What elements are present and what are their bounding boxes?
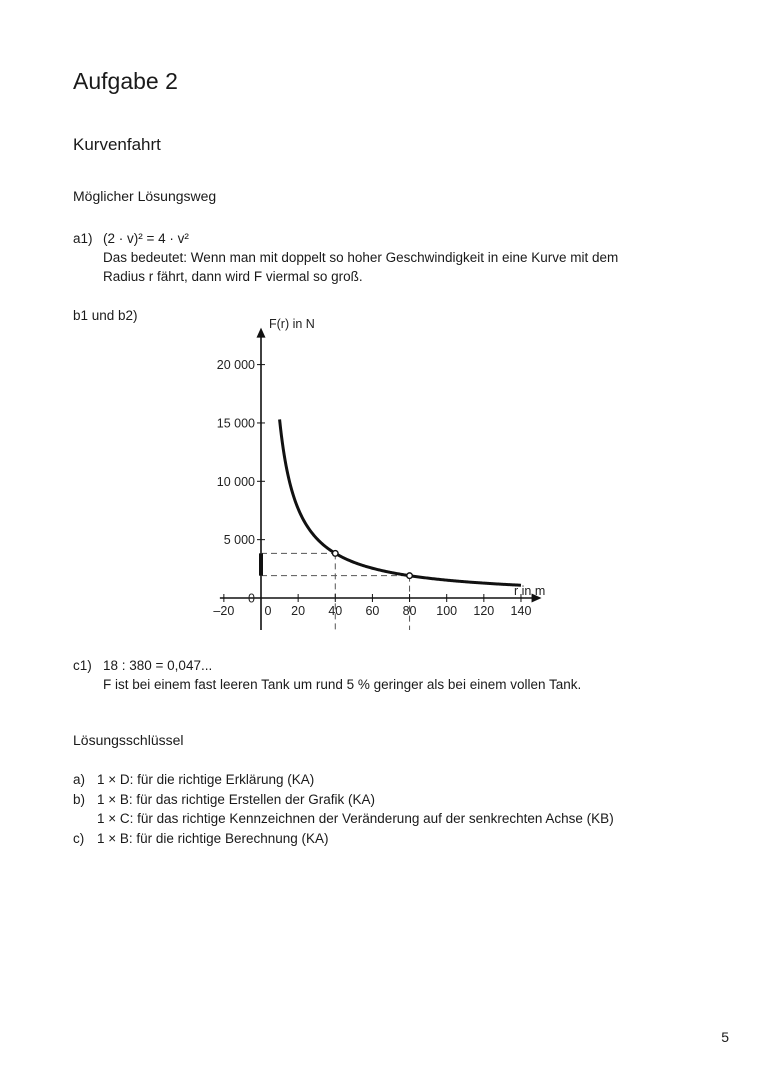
key-c-text: 1 × B: für die richtige Berechnung (KA) [97,831,329,846]
x-tick-label: –20 [213,604,235,618]
a1-line2: Radius r fährt, dann wird F viermal so groß. [103,269,363,284]
key-a-label: a) [73,772,86,787]
y-tick-label: 5 000 [223,533,255,548]
x-tick-label: 60 [365,604,380,618]
a1-line1: Das bedeutet: Wenn man mit doppelt so hoher Geschwindigkeit in eine Kurve mit dem [103,250,619,265]
y-tick-label: 10 000 [216,474,255,489]
c1-label: c1) [73,658,92,673]
key-a-text: 1 × D: für die richtige Erklärung (KA) [97,772,315,787]
b-label: b1 und b2) [73,308,138,323]
key-c-label: c) [73,831,85,846]
y-axis-arrow [257,328,266,338]
y-tick-label: 20 000 [216,358,255,373]
x-tick-label: 120 [473,604,495,618]
x-tick-label: 80 [402,604,417,618]
key-b-text: 1 × B: für das richtige Erstellen der Grafik (KA) [97,792,375,807]
x-tick-label: 140 [510,604,532,618]
data-point [332,551,338,557]
section-title: Kurvenfahrt [73,135,161,154]
page-title: Aufgabe 2 [73,68,178,94]
x-tick-label: 40 [328,604,343,618]
key-heading: Lösungsschlüssel [73,732,184,748]
c1-calc: 18 : 380 = 0,047... [103,658,213,673]
y-tick-label: 15 000 [216,416,255,431]
solution-heading: Möglicher Lösungsweg [73,188,217,204]
y-axis-label: F(r) in N [269,317,315,331]
a1-label: a1) [73,231,93,246]
y-tick-label: 0 [248,591,255,606]
chart-guides [261,553,410,630]
x-tick-label: 0 [264,604,272,618]
x-axis-label: r in m [514,584,546,598]
a1-formula: (2 · v)² = 4 · v² [103,231,189,246]
key-b-label: b) [73,792,86,807]
series-line [280,419,521,585]
key-b2-text: 1 × C: für das richtige Kennzeichnen der Veränderung auf der senkrechten Achse (KB) [97,811,614,826]
x-tick-label: 100 [436,604,458,618]
page-number: 5 [721,1029,729,1045]
c1-text: F ist bei einem fast leeren Tank um rund 5 % geringer als bei einem vollen Tank. [103,677,582,692]
x-tick-label: 20 [291,604,306,618]
data-point [407,573,413,579]
